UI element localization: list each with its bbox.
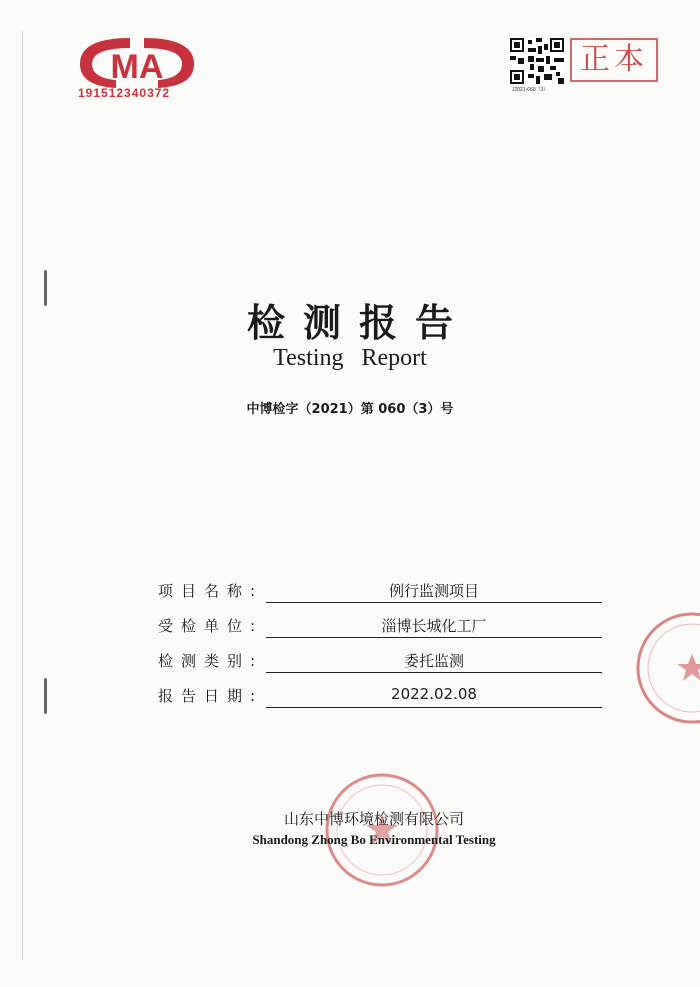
- info-value: 2022.02.08: [266, 685, 602, 708]
- organization-name-chinese: 山东中博环境检测有限公司: [283, 810, 464, 828]
- binder-mark-bottom: [44, 678, 47, 714]
- qr-caption: J2021-060（3）: [512, 87, 549, 93]
- original-copy-stamp: 正本: [570, 38, 658, 82]
- info-value: 例行监测项目: [266, 580, 602, 603]
- info-label: 受检单位:: [158, 617, 264, 635]
- organization-name-english: Shandong Zhong Bo Environmental Testing: [252, 832, 496, 847]
- report-title-chinese: 检测报告: [246, 301, 471, 345]
- seal-stamp-right: [632, 608, 700, 728]
- info-value: 淄博长城化工厂: [266, 615, 602, 638]
- info-label: 报告日期:: [158, 687, 264, 705]
- report-number: 中博检字（2021）第 060（3）号: [246, 402, 454, 417]
- info-label: 项目名称:: [158, 582, 264, 600]
- info-row-test-category: [158, 648, 608, 683]
- report-info: [158, 578, 608, 718]
- info-row-report-date: [158, 683, 608, 718]
- info-value: 委托监测: [266, 650, 602, 673]
- cma-code: 191512340372: [78, 86, 171, 100]
- info-label: 检测类别:: [158, 652, 264, 670]
- report-title-english: Testing Report: [273, 345, 427, 371]
- info-row-inspected-unit: [158, 613, 608, 648]
- qr-code: [510, 38, 564, 84]
- info-row-project: [158, 578, 608, 613]
- svg-text:MA: MA: [110, 48, 164, 86]
- seal-stamp-bottom: [322, 770, 442, 890]
